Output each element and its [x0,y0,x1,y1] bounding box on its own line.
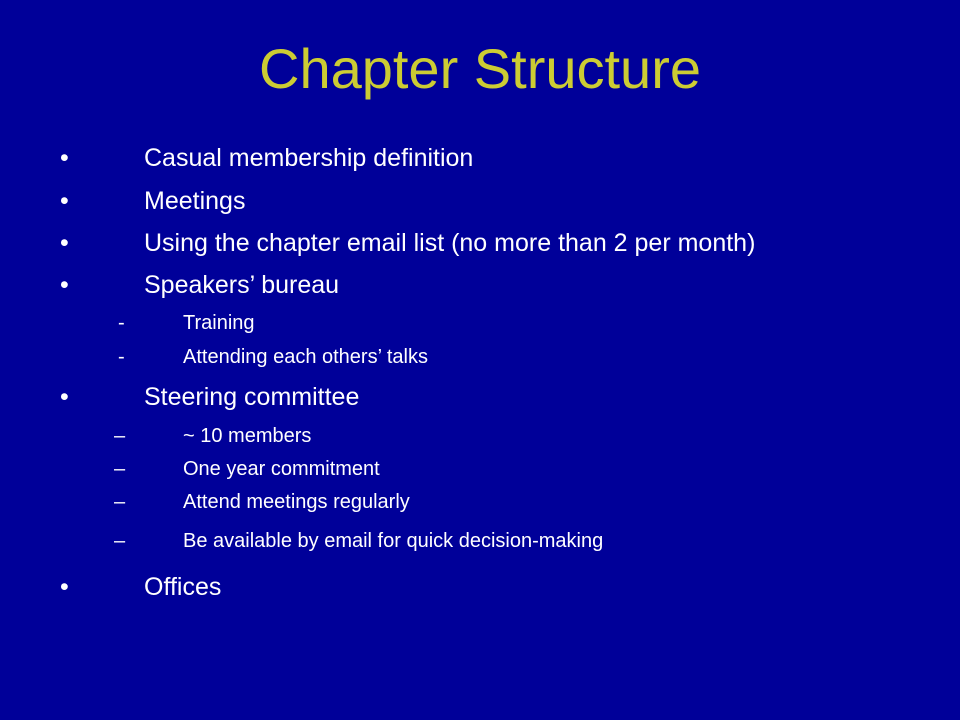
slide-title: Chapter Structure [259,37,701,100]
bullet-marker: • [60,383,69,411]
bullet-marker: • [60,271,69,299]
sub-bullet-marker: – [114,491,126,513]
sub-bullet-text: Training [183,312,255,334]
sub-bullet-marker: – [114,530,126,552]
sub-bullet-text: Attending each others’ talks [183,346,428,368]
bullet-text: Casual membership definition [144,144,474,172]
sub-bullet-text: One year commitment [183,458,380,480]
bullet-text: Meetings [144,187,246,215]
bullet-text: Speakers’ bureau [144,271,340,299]
sub-bullet-text: Be available by email for quick decision-making [183,530,604,552]
bullet-marker: • [60,229,69,257]
bullet-text: Steering committee [144,383,360,411]
sub-bullet-marker: – [114,458,126,480]
sub-bullet-marker: – [114,425,126,447]
bullet-text: Using the chapter email list (no more than 2 per month) [144,229,756,257]
bullet-text: Offices [144,573,222,601]
bullet-marker: • [60,187,69,215]
bullet-marker: • [60,573,69,601]
sub-bullet-marker: - [118,346,125,368]
sub-bullet-marker: - [118,312,125,334]
bullet-marker: • [60,144,69,172]
sub-bullet-text: ~ 10 members [183,425,312,447]
sub-bullet-text: Attend meetings regularly [183,491,410,513]
